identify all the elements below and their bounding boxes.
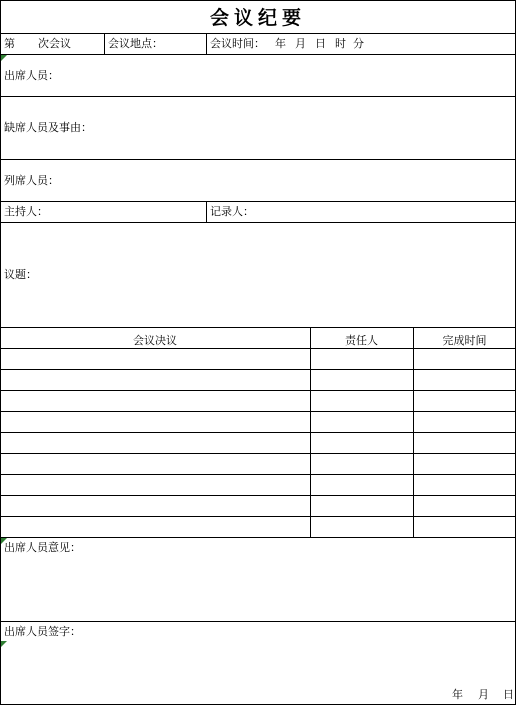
table-row[interactable] [0, 453, 516, 474]
meeting-time-hour: 时 [335, 37, 346, 50]
meeting-time-month: 月 [295, 37, 306, 50]
opinions-label: 出席人员意见： [4, 541, 81, 554]
topics-cell[interactable] [0, 222, 516, 327]
attendees-label: 出席人员： [4, 69, 59, 82]
meeting-time-label: 会议时间： [210, 37, 265, 50]
host-label: 主持人： [4, 205, 48, 218]
signature-date-month: 月 [478, 688, 489, 701]
meeting-time-year: 年 [275, 37, 286, 50]
column-header-responsible: 责任人 [345, 334, 378, 347]
absentees-label: 缺席人员及事由： [4, 121, 92, 134]
rule [0, 327, 516, 328]
comment-marker-icon [1, 55, 7, 61]
opinions-cell[interactable] [0, 537, 516, 621]
form-title: 会议纪要 [209, 7, 306, 29]
table-row[interactable] [0, 432, 516, 453]
meeting-number-cell[interactable] [0, 33, 104, 54]
column-header-deadline: 完成时间 [442, 334, 487, 347]
meeting-location-label: 会议地点： [108, 37, 163, 50]
meeting-time-cell[interactable] [206, 33, 516, 54]
signature-date-day: 日 [503, 688, 514, 701]
comment-marker-icon [1, 641, 7, 647]
table-row[interactable] [0, 411, 516, 432]
table-row[interactable] [0, 495, 516, 516]
meeting-number-suffix: 次会议 [38, 37, 71, 50]
table-row[interactable] [0, 474, 516, 495]
absentees-cell[interactable] [0, 96, 516, 159]
table-row[interactable] [0, 516, 516, 537]
table-row[interactable] [0, 348, 516, 369]
column-header-resolution: 会议决议 [133, 334, 177, 347]
meeting-location-cell[interactable] [104, 33, 206, 54]
table-row[interactable] [0, 369, 516, 390]
host-cell[interactable] [0, 201, 206, 222]
topics-label: 议题： [4, 268, 37, 281]
recorder-cell[interactable] [206, 201, 516, 222]
signature-date-year: 年 [452, 688, 463, 701]
table-row[interactable] [0, 390, 516, 411]
signature-cell[interactable] [0, 621, 516, 705]
meeting-time-day: 日 [315, 37, 326, 50]
meeting-number-prefix: 第 [4, 37, 15, 50]
meeting-time-minute: 分 [353, 37, 364, 50]
observers-label: 列席人员： [4, 174, 59, 187]
observers-cell[interactable] [0, 159, 516, 201]
attendees-cell[interactable] [0, 54, 516, 96]
signature-label: 出席人员签字： [4, 625, 81, 638]
recorder-label: 记录人： [210, 205, 254, 218]
